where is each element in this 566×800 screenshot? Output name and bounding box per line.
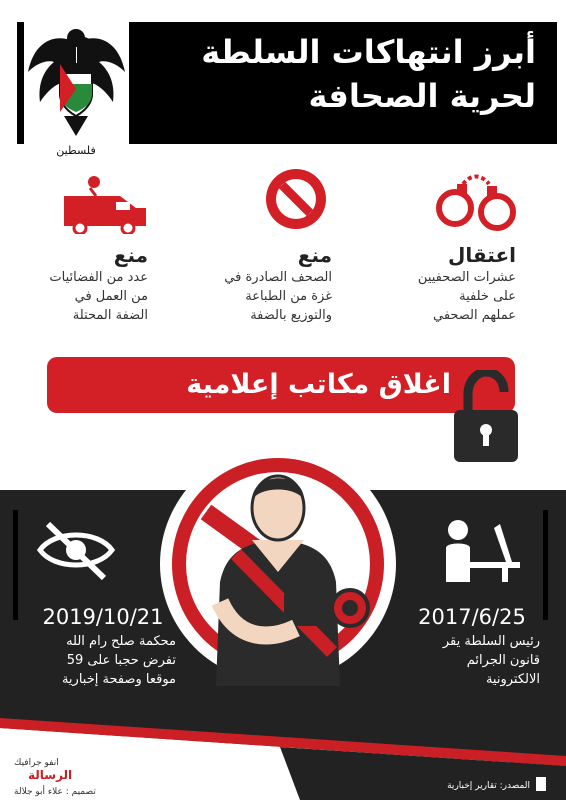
left-accent-bar (13, 510, 18, 620)
column-line: عشرات الصحفيين (417, 270, 516, 285)
event-desc-right (400, 632, 540, 689)
column-arrest (388, 242, 516, 325)
prohibited-icon (265, 168, 327, 230)
handcuffs-icon (435, 172, 517, 234)
event-line: موقعا وصفحة إخبارية (61, 672, 176, 687)
event-line: رئيس السلطة يقر (442, 634, 540, 649)
title-line-2: لحرية الصحافة (308, 77, 536, 115)
event-line: تفرض حجبا على 59 (66, 653, 176, 668)
column-ban-channels (20, 242, 148, 325)
source-credit: المصدر: تقارير إخبارية (447, 781, 530, 791)
event-date-left: 2019/10/21 (42, 605, 164, 629)
right-accent-bar (543, 510, 548, 620)
crossed-eye-icon (36, 518, 116, 582)
page-title (136, 30, 536, 118)
column-line: عملهم الصحفي (432, 308, 516, 323)
event-date-right: 2017/6/25 (418, 605, 526, 629)
event-line: الالكترونية (485, 672, 540, 687)
column-line: الصحف الصادرة في (224, 270, 332, 285)
broadcast-van-icon (60, 172, 150, 234)
column-line: غزة من الطباعة (245, 289, 332, 304)
event-line: قانون الجرائم (466, 653, 540, 668)
event-desc-left (30, 632, 176, 689)
column-line: من العمل في (74, 289, 148, 304)
column-line: والتوزيع بالضفة (250, 308, 332, 323)
column-line: عدد من الفضائيات (49, 270, 148, 285)
column-heading: اعتقال (448, 243, 516, 267)
event-line: محكمة صلح رام الله (66, 634, 176, 649)
brand-logo: الرسالة (28, 768, 73, 782)
column-heading: منع (113, 243, 148, 267)
title-line-1: أبرز انتهاكات السلطة (201, 33, 536, 71)
banner-text: اغلاق مكاتب إعلامية (186, 369, 451, 400)
column-heading: منع (297, 243, 332, 267)
padlock-icon (450, 370, 522, 466)
column-line: على خلفية (459, 289, 516, 304)
computer-user-icon (440, 518, 522, 582)
emblem-text: فلسطين (56, 144, 96, 157)
designer-credit: تصميم : علاء أبو جلالة (14, 787, 96, 797)
brand-top: انفو جرافيك (14, 758, 59, 768)
column-line: الضفة المحتلة (72, 308, 148, 323)
column-ban-newspapers (196, 242, 332, 325)
journalist-illustration-icon (156, 442, 400, 686)
document-icon (535, 776, 547, 792)
eagle-emblem-icon (24, 12, 129, 162)
